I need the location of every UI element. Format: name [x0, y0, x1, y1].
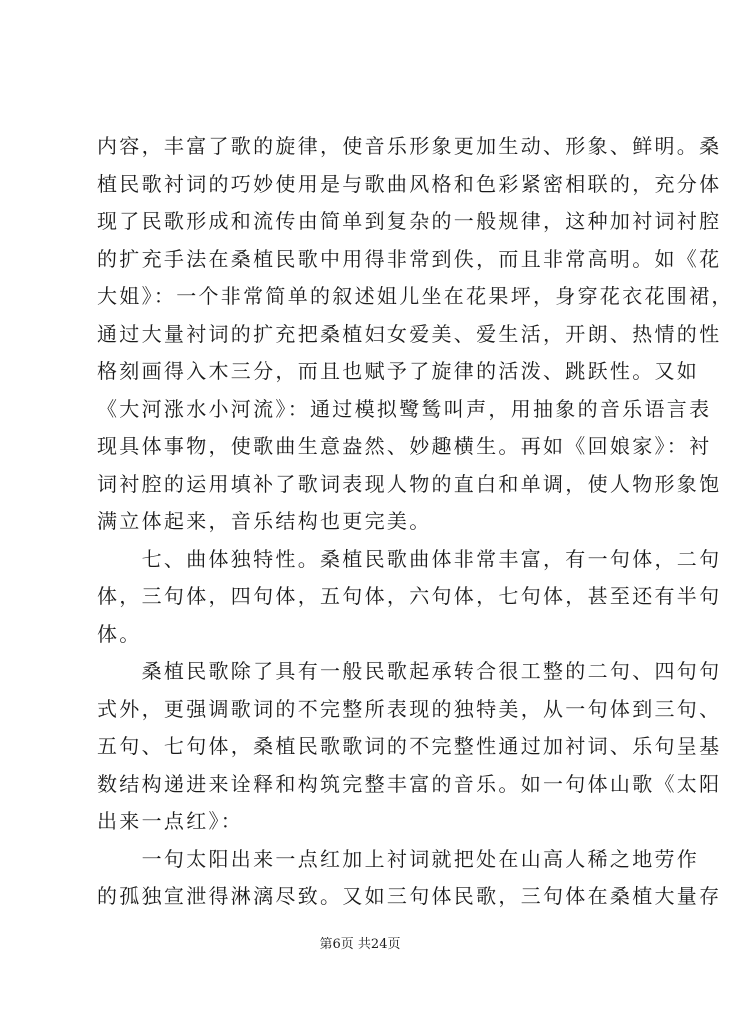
text-line: 体。 [97, 621, 142, 646]
text-line: 五句、七句体，桑植民歌歌词的不完整性通过加衬词、乐句呈基 [97, 734, 722, 758]
text-line: 内容，丰富了歌的旋律，使音乐形象更加生动、形象、鲜明。桑 [97, 134, 722, 158]
text-line: 大姐》：一个非常简单的叙述姐儿坐在花果坪，身穿花衣花围裙， [97, 284, 734, 308]
text-line: 七、曲体独特性。桑植民歌曲体非常丰富，有一句体，二句 [97, 546, 722, 571]
text-line: 现具体事物，使歌曲生意盎然、妙趣横生。再如《回娘家》：衬 [97, 434, 712, 458]
text-line: 满立体起来，音乐结构也更完美。 [97, 509, 432, 533]
text-line: 式外，更强调歌词的不完整所表现的独特美，从一句体到三句、 [97, 696, 722, 721]
page-number-footer: 第6页 共24页 [319, 937, 401, 952]
text-line: 数结构递进来诠释和构筑完整丰富的音乐。如一句体山歌《太阳 [97, 771, 722, 796]
text-line: 桑植民歌除了具有一般民歌起承转合很工整的二句、四句句 [97, 659, 722, 683]
text-line: 格刻画得入木三分，而且也赋予了旋律的活泼、跳跃性。又如 [97, 359, 700, 383]
text-line: 出来一点红》： [97, 809, 244, 833]
text-line: 《大河涨水小河流》：通过模拟鹭鸶叫声，用抽象的音乐语言表 [97, 396, 712, 421]
text-line: 现了民歌形成和流传由简单到复杂的一般规律，这种加衬词衬腔 [97, 209, 722, 233]
text-line: 的扩充手法在桑植民歌中用得非常到佚，而且非常高明。如《花 [97, 246, 722, 271]
body-text [97, 128, 734, 916]
text-line: 体，三句体，四句体，五句体，六句体，七句体，甚至还有半句 [97, 584, 722, 608]
text-line: 通过大量衬词的扩充把桑植妇女爱美、爱生活，开朗、热情的性 [97, 321, 722, 346]
text-line: 的孤独宣泄得淋漓尽致。又如三句体民歌，三句体在桑植大量存 [97, 884, 722, 908]
text-line: 植民歌衬词的巧妙使用是与歌曲风格和色彩紧密相联的，充分体 [97, 171, 722, 196]
text-line: 词衬腔的运用填补了歌词表现人物的直白和单调，使人物形象饱 [97, 471, 722, 496]
text-line: 一句太阳出来一点红加上衬词就把处在山高人稀之地劳作 [97, 846, 700, 871]
